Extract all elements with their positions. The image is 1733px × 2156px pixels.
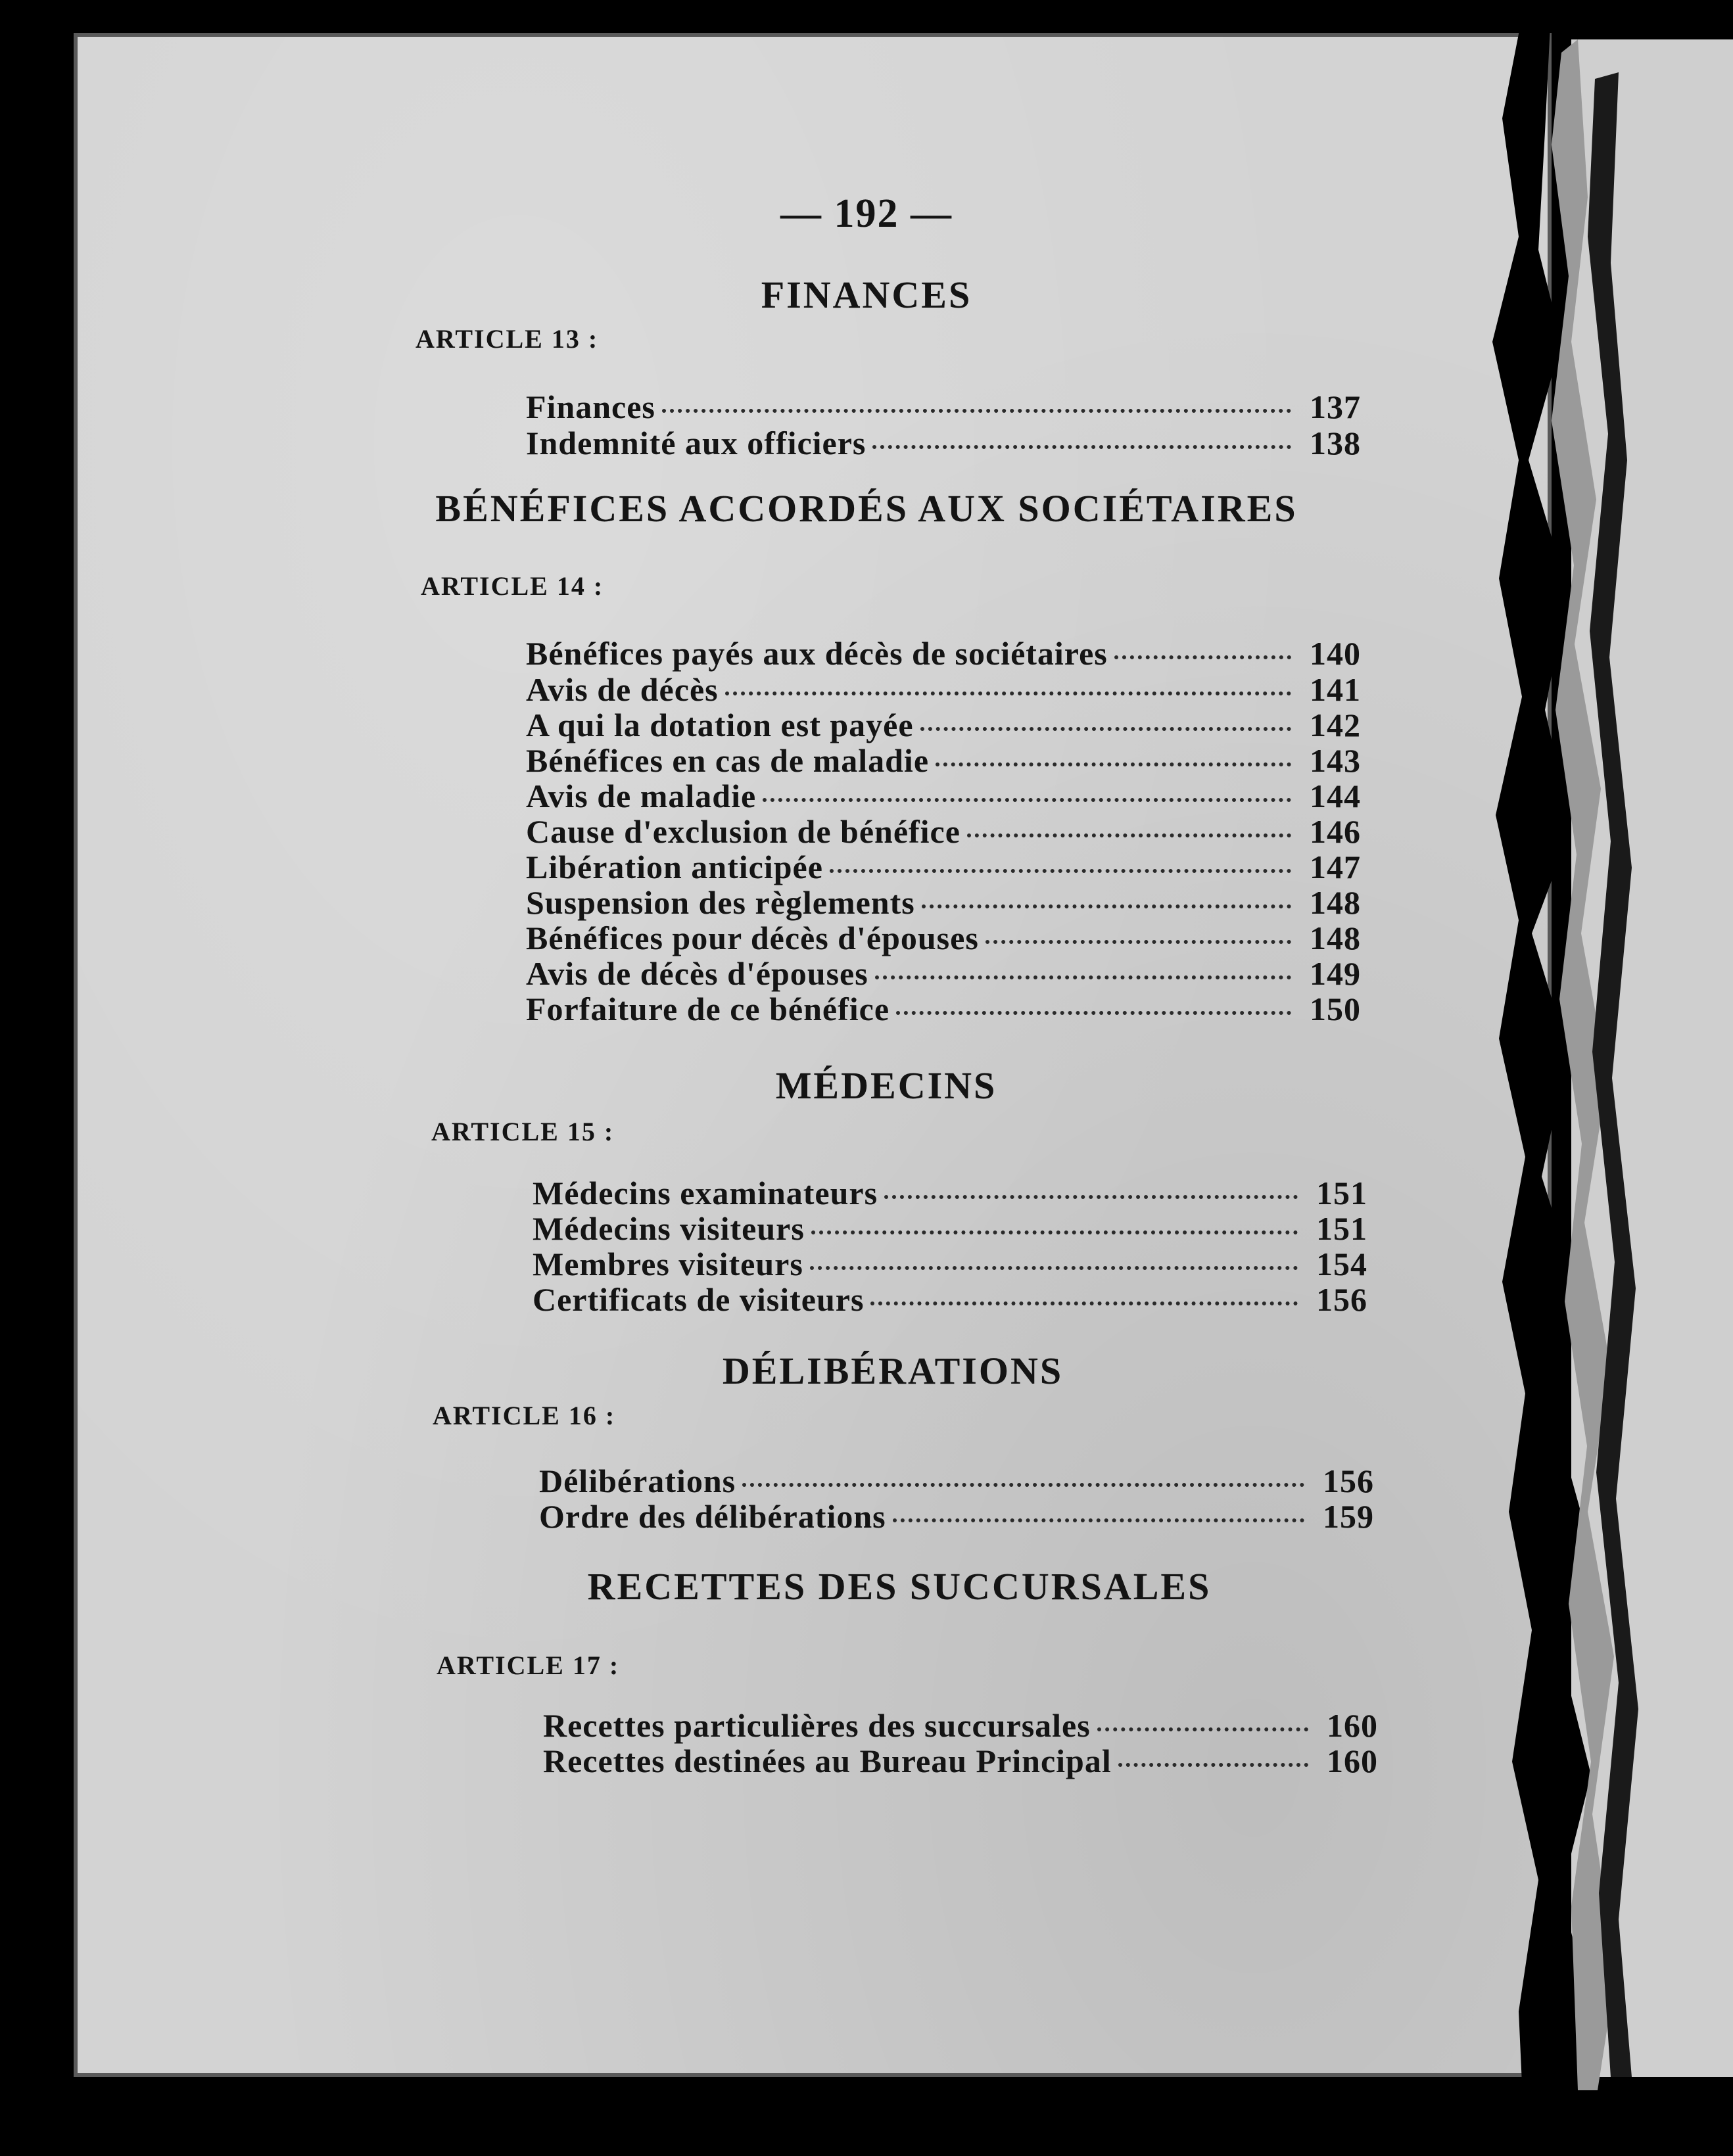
entry-title: Recettes particulières des succursales	[543, 1707, 1091, 1744]
entry-page-number: 141	[1310, 671, 1361, 708]
article-label-17: ARTICLE 17 :	[437, 1651, 620, 1680]
dot-leader	[810, 1266, 1298, 1270]
section-title-benefices: BÉNÉFICES ACCORDÉS AUX SOCIÉTAIRES	[435, 487, 1298, 530]
entry-title: Bénéfices en cas de maladie	[526, 742, 930, 779]
dot-leader	[1097, 1727, 1308, 1731]
toc-entry[interactable]	[539, 1462, 1374, 1499]
dot-leader	[985, 940, 1291, 944]
entry-title: Avis de décès	[526, 671, 719, 708]
entry-page-number: 143	[1310, 742, 1361, 779]
toc-entry[interactable]	[533, 1174, 1367, 1211]
article-label-14: ARTICLE 14 :	[421, 571, 604, 601]
toc-entry[interactable]	[533, 1280, 1367, 1317]
toc-entry[interactable]	[543, 1706, 1378, 1743]
section-title-deliberations: DÉLIBÉRATIONS	[722, 1349, 1064, 1392]
entry-title: A qui la dotation est payée	[526, 707, 914, 743]
dot-leader	[830, 869, 1291, 873]
dot-leader	[1118, 1763, 1308, 1767]
toc-entry[interactable]	[526, 883, 1361, 920]
dot-leader	[967, 833, 1291, 837]
entry-title: Bénéfices pour décès d'épouses	[526, 920, 979, 956]
toc-entry[interactable]	[526, 919, 1361, 956]
entry-page-number: 147	[1310, 849, 1361, 885]
toc-entry[interactable]	[526, 990, 1361, 1027]
entry-page-number: 156	[1323, 1463, 1374, 1499]
dot-leader	[872, 445, 1291, 449]
dot-leader	[936, 762, 1291, 766]
toc-entry[interactable]	[533, 1209, 1367, 1246]
dot-leader	[893, 1518, 1304, 1522]
toc-entry[interactable]	[526, 706, 1361, 743]
entry-page-number: 142	[1310, 707, 1361, 743]
entry-page-number: 144	[1310, 778, 1361, 814]
dot-leader	[742, 1483, 1304, 1487]
entry-page-number: 149	[1310, 955, 1361, 992]
entry-page-number: 160	[1327, 1743, 1378, 1779]
entry-page-number: 137	[1310, 388, 1361, 425]
toc-entry[interactable]	[526, 670, 1361, 707]
entry-title: Délibérations	[539, 1463, 736, 1499]
dot-leader	[662, 409, 1291, 413]
entry-title: Libération anticipée	[526, 849, 823, 885]
toc-entry[interactable]	[526, 424, 1361, 461]
entry-title: Membres visiteurs	[533, 1246, 803, 1282]
section-title-recettes: RECETTES DES SUCCURSALES	[587, 1565, 1212, 1608]
dot-leader	[922, 904, 1291, 908]
dot-leader	[920, 727, 1291, 731]
toc-entry[interactable]	[526, 812, 1361, 849]
dot-leader	[870, 1301, 1298, 1305]
toc-entry[interactable]	[543, 1742, 1378, 1779]
dot-leader	[763, 798, 1291, 802]
entry-page-number: 160	[1327, 1707, 1378, 1744]
entry-title: Certificats de visiteurs	[533, 1281, 865, 1318]
toc-entry[interactable]	[539, 1497, 1374, 1534]
entry-title: Bénéfices payés aux décès de sociétaires	[526, 635, 1108, 672]
dot-leader	[1114, 655, 1291, 659]
dot-leader	[896, 1011, 1291, 1015]
entry-page-number: 148	[1310, 884, 1361, 921]
entry-title: Finances	[526, 388, 655, 425]
entry-page-number: 138	[1310, 425, 1361, 461]
entry-page-number: 140	[1310, 635, 1361, 672]
toc-entry[interactable]	[533, 1245, 1367, 1282]
section-title-medecins: MÉDECINS	[775, 1064, 997, 1107]
toc-entry[interactable]	[526, 777, 1361, 814]
toc-entry[interactable]	[526, 388, 1361, 425]
section-title-finances: FINANCES	[761, 273, 972, 316]
entry-page-number: 148	[1310, 920, 1361, 956]
toc-entry[interactable]	[526, 634, 1361, 671]
article-label-13: ARTICLE 13 :	[415, 324, 599, 354]
entry-title: Médecins visiteurs	[533, 1210, 805, 1247]
dot-leader	[875, 975, 1291, 979]
entry-title: Indemnité aux officiers	[526, 425, 866, 461]
entry-page-number: 151	[1316, 1175, 1367, 1211]
entry-page-number: 150	[1310, 991, 1361, 1027]
article-label-15: ARTICLE 15 :	[431, 1117, 615, 1146]
entry-page-number: 159	[1323, 1498, 1374, 1535]
entry-title: Recettes destinées au Bureau Principal	[543, 1743, 1112, 1779]
entry-title: Suspension des règlements	[526, 884, 915, 921]
article-label-16: ARTICLE 16 :	[433, 1401, 616, 1430]
entry-page-number: 146	[1310, 813, 1361, 850]
entry-page-number: 151	[1316, 1210, 1367, 1247]
toc-entry[interactable]	[526, 954, 1361, 991]
entry-title: Ordre des délibérations	[539, 1498, 886, 1535]
dot-leader	[725, 691, 1291, 695]
dot-leader	[811, 1230, 1298, 1234]
entry-page-number: 154	[1316, 1246, 1367, 1282]
entry-title: Avis de décès d'épouses	[526, 955, 868, 992]
entry-title: Avis de maladie	[526, 778, 757, 814]
dot-leader	[884, 1195, 1298, 1199]
toc-entry[interactable]	[526, 741, 1361, 778]
entry-title: Forfaiture de ce bénéfice	[526, 991, 890, 1027]
entry-page-number: 156	[1316, 1281, 1367, 1318]
entry-title: Cause d'exclusion de bénéfice	[526, 813, 961, 850]
page-number: — 192 —	[780, 191, 953, 236]
entry-title: Médecins examinateurs	[533, 1175, 878, 1211]
toc-entry[interactable]	[526, 848, 1361, 885]
